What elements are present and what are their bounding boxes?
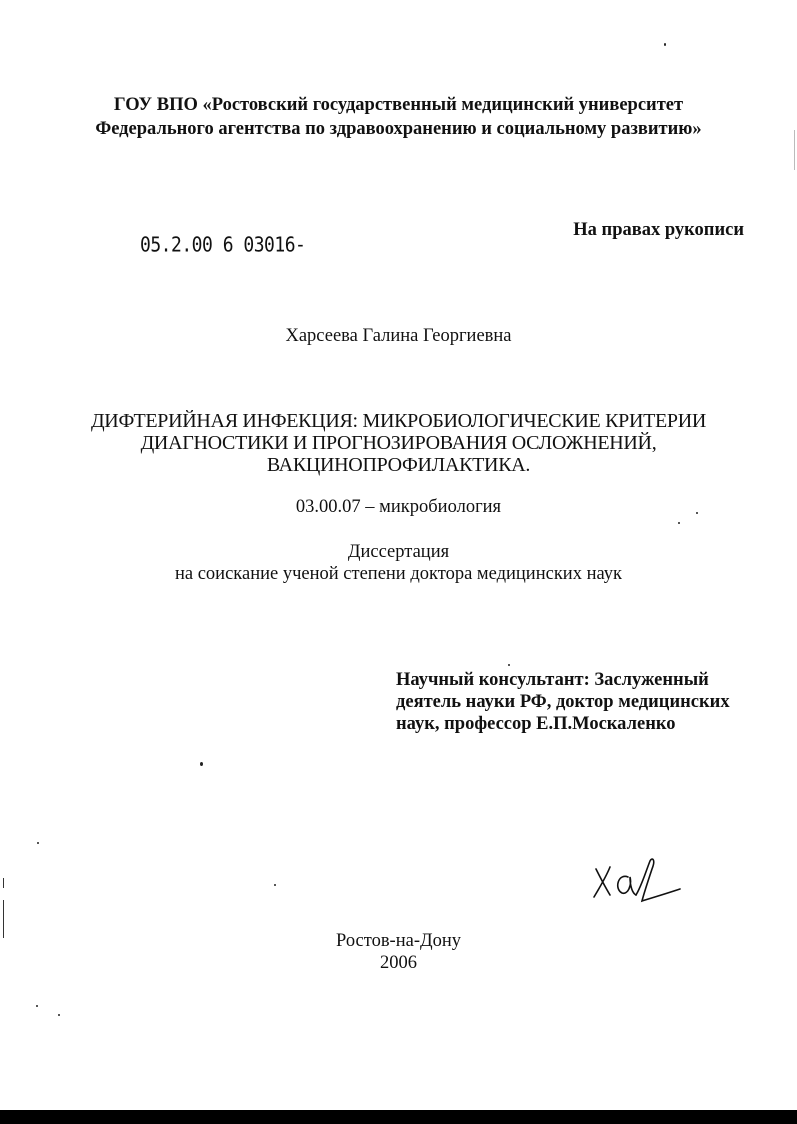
author-name: Харсеева Галина Георгиевна bbox=[285, 326, 512, 346]
title-line-1: ДИФТЕРИЙНАЯ ИНФЕКЦИЯ: МИКРОБИОЛОГИЧЕСКИЕ КРИТЕРИИ bbox=[90, 410, 707, 432]
specialty-code: 03.00.07 – микробиология bbox=[295, 497, 502, 517]
city-year bbox=[0, 930, 797, 974]
city: Ростов-на-Дону bbox=[335, 931, 462, 951]
dissertation-title bbox=[0, 410, 797, 476]
year: 2006 bbox=[380, 953, 417, 973]
scan-speck bbox=[678, 522, 680, 524]
degree-description: на соискание ученой степени доктора медицинских наук bbox=[174, 564, 622, 584]
scientific-consultant bbox=[396, 669, 730, 735]
dissertation-label: Диссертация bbox=[347, 542, 450, 562]
scan-speck bbox=[508, 664, 510, 666]
scan-speck bbox=[36, 1005, 38, 1007]
title-line-3: ВАКЦИНОПРОФИЛАКТИКА. bbox=[266, 454, 531, 476]
scan-speck bbox=[58, 1014, 60, 1016]
consultant-line-2: деятель науки РФ, доктор медицинских bbox=[396, 692, 730, 712]
registration-stamp-number: 05.2.00 6 03016- bbox=[140, 233, 306, 258]
institution-header bbox=[0, 93, 797, 141]
institution-line-2: Федерального агентства по здравоохранению и социальному развитию» bbox=[95, 119, 702, 139]
scan-speck bbox=[200, 762, 203, 766]
scan-speck bbox=[696, 512, 698, 514]
handwritten-signature bbox=[590, 855, 685, 910]
scan-speck bbox=[664, 43, 666, 46]
scan-speck bbox=[37, 842, 39, 844]
consultant-line-1: Научный консультант: Заслуженный bbox=[396, 670, 709, 690]
scan-speck bbox=[274, 884, 276, 886]
title-line-2: ДИАГНОСТИКИ И ПРОГНОЗИРОВАНИЯ ОСЛОЖНЕНИЙ, bbox=[140, 432, 657, 454]
scan-edge-mark bbox=[3, 900, 4, 938]
scan-edge-mark bbox=[3, 878, 4, 888]
consultant-line-3: наук, профессор Е.П.Москаленко bbox=[396, 714, 676, 734]
manuscript-rights-note: На правах рукописи bbox=[573, 220, 744, 240]
dissertation-type bbox=[0, 541, 797, 585]
scan-bottom-border bbox=[0, 1110, 797, 1124]
institution-line-1: ГОУ ВПО «Ростовский государственный медицинский университет bbox=[113, 95, 684, 115]
scan-edge-mark bbox=[794, 130, 795, 170]
